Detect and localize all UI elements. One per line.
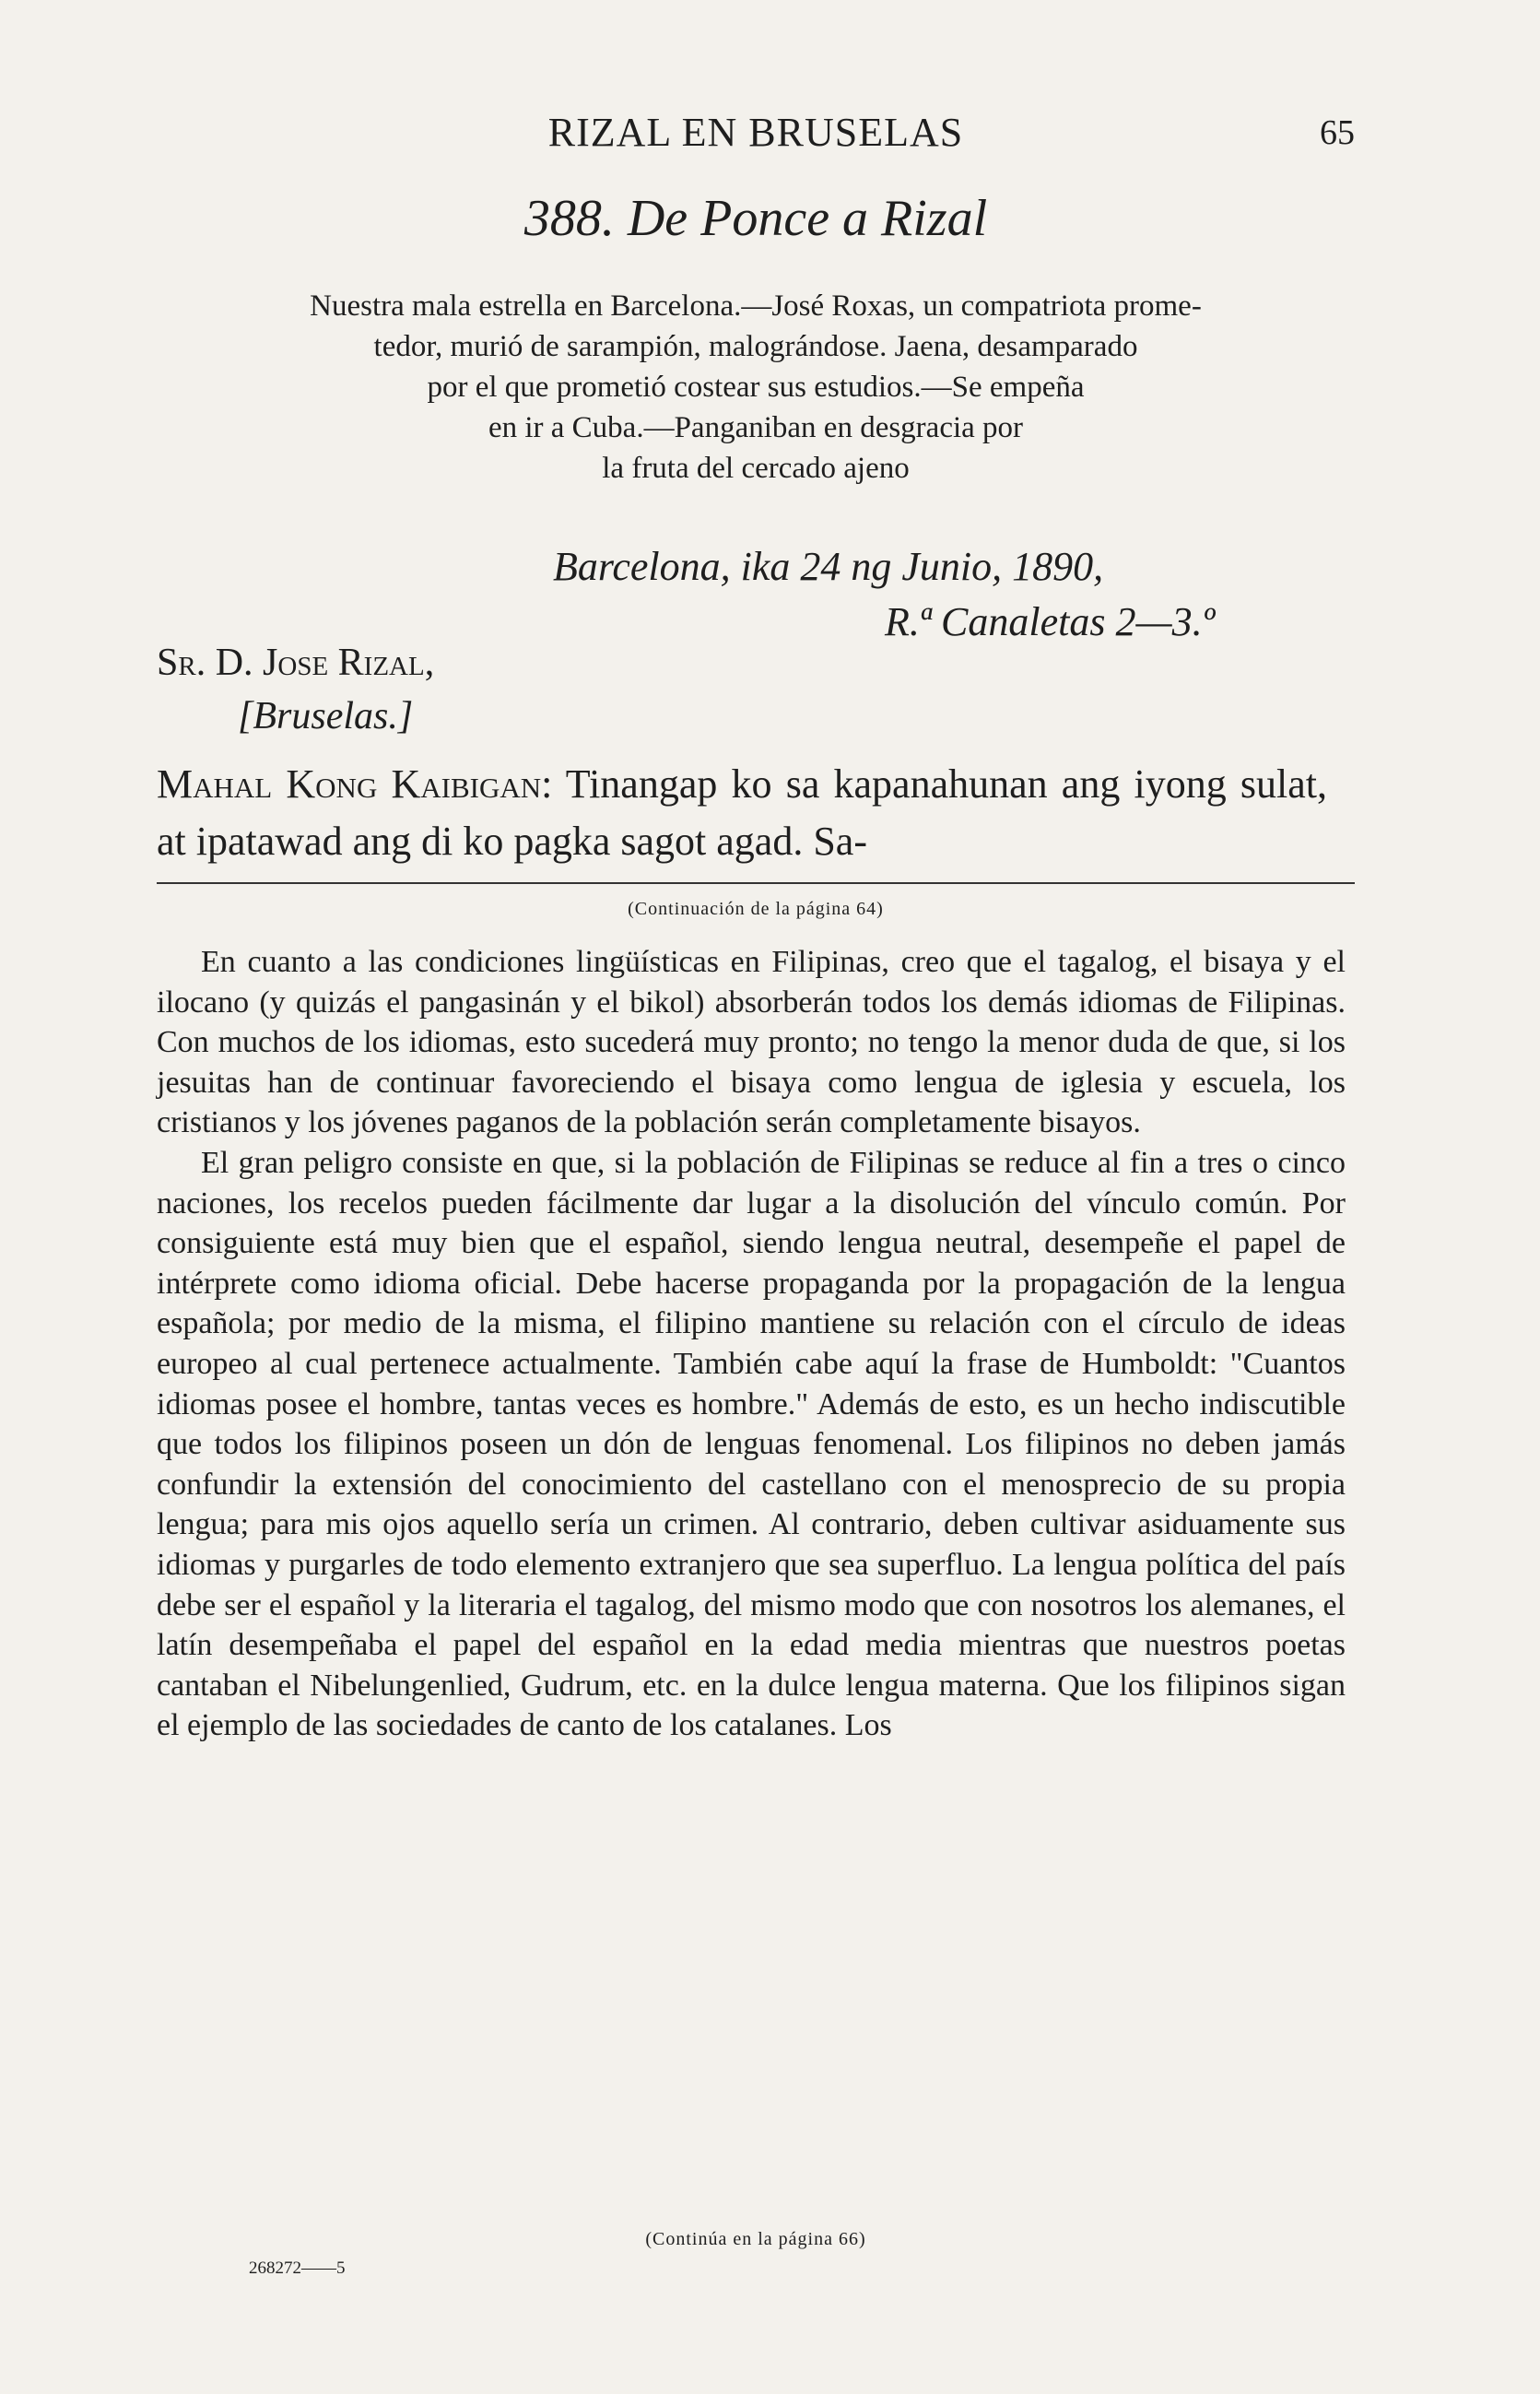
- addressee: [157, 636, 434, 743]
- continuation-top: (Continuación de la página 64): [628, 899, 884, 919]
- letter-summary: [157, 286, 1355, 489]
- summary-line: tedor, murió de sarampión, malográndose. Jaena, desamparado: [373, 330, 1138, 363]
- summary-line: por el que prometió costear sus estudios.—Se empeña: [427, 371, 1085, 404]
- addressee-name: Sr. D. Jose Rizal,: [157, 642, 435, 684]
- addressee-city: [Bruselas.]: [238, 695, 414, 737]
- dateline: [553, 539, 1318, 650]
- salutation: [157, 756, 1327, 870]
- dateline-place-date: Barcelona, ika 24 ng Junio, 1890,: [553, 544, 1104, 589]
- page-header: [157, 109, 1355, 164]
- footnote-body: [157, 942, 1346, 1746]
- page-number: 65: [1320, 113, 1355, 152]
- letter-title: 388. De Ponce a Rizal: [523, 190, 988, 247]
- footnote-paragraph: El gran peligro consiste en que, si la población de Filipinas se reduce al fin a tres o cinco naciones, los recelos pueden fácilmente dar lugar a la disolución del vínculo común. Por consiguiente está muy bien que el español, siendo lengua neutral, desempeñe el papel de intérprete como idioma oficial. Debe hacerse propaganda por la propagación de la lengua española; por medio de la misma, el filipino mantiene su relación con el círculo de ideas europeo al cual pertenece actualmente. También cabe aquí la frase de Humboldt: "Cuantos idiomas posee el hombre, tantas veces es hombre." Además de esto, es un hecho indiscutible que todos los filipinos poseen un dón de lenguas fenomenal. Los filipinos no deben jamás confundir la extensión del conocimiento del castellano con el menosprecio de su propia lengua; para mis ojos aquello sería un crimen. Al contrario, deben cultivar asiduamente sus idiomas y purgarles de todo elemento extranjero que sea superfluo. La lengua política del país debe ser el español y la literaria el tagalog, del mismo modo que con nosotros los alemanes, el latín desempeñaba el papel del español en la edad media mientras que nuestros poetas cantaban el Nibelungenlied, Gudrum, etc. en la dulce lengua materna. Que los filipinos sigan el ejemplo de las sociedades de canto de los catalanes. Los: [157, 1145, 1346, 1743]
- summary-line: Nuestra mala estrella en Barcelona.—José Roxas, un compatriota prome-: [310, 289, 1202, 323]
- footnote-divider: [157, 882, 1355, 884]
- summary-line: en ir a Cuba.—Panganiban en desgracia por: [488, 411, 1024, 444]
- footnote-paragraph: En cuanto a las condiciones lingüísticas en Filipinas, creo que el tagalog, el bisaya y el ilocano (y quizás el pangasinán y el bikol) absorberán todos los demás idiomas de Filipinas. Con muchos de los idiomas, esto sucederá muy pronto; no tengo la menor duda de que, si los jesuitas han de continuar favoreciendo el bisaya como lengua de iglesia y escuela, los cristianos y los jóvenes paganos de la población serán completamente bisayos.: [157, 945, 1346, 1140]
- continuation-bottom: (Continúa en la página 66): [645, 2229, 866, 2249]
- summary-line: la fruta del cercado ajeno: [602, 452, 910, 485]
- salutation-caps: Mahal Kong Kaibigan:: [157, 761, 553, 807]
- printer-signature-mark: 268272——5: [249, 2258, 346, 2278]
- dateline-address: R.ª Canaletas 2—3.º: [885, 599, 1216, 644]
- running-title: RIZAL EN BRUSELAS: [547, 110, 964, 155]
- salutation-text: Tinangap ko sa kapanahunan ang iyong sulat, at ipatawad ang di ko pagka sagot agad. Sa-: [157, 761, 1327, 864]
